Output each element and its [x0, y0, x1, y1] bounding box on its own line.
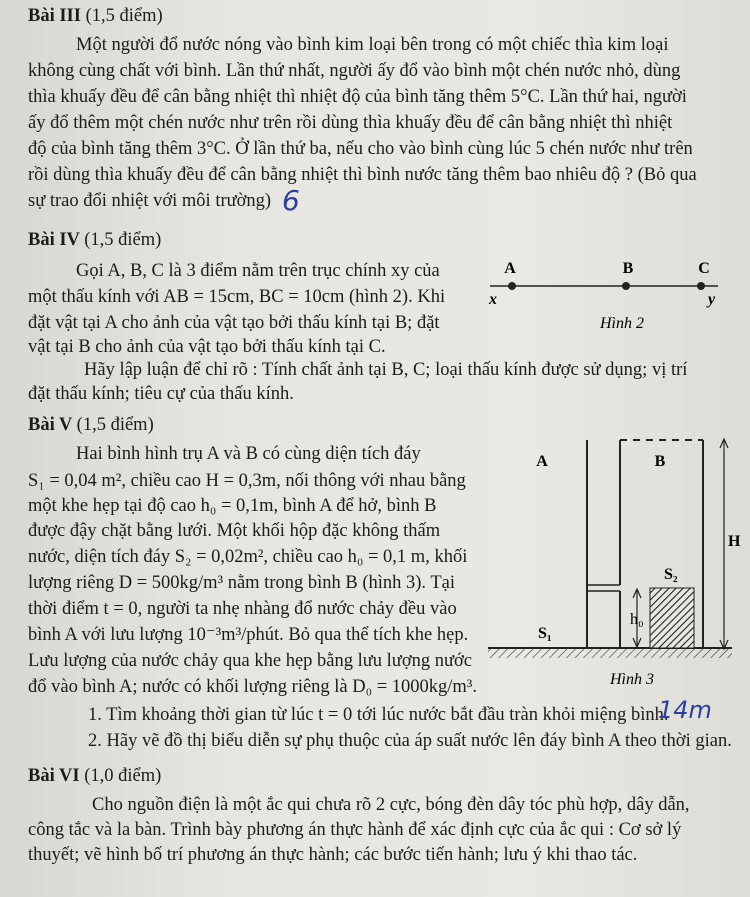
- axis-x-label: x: [489, 291, 497, 308]
- bai5-line: một khe hẹp tại độ cao h₀ = 0,1m, bình A để hở, bình B: [28, 496, 437, 516]
- bai3-line: không cùng chất với bình. Lần thứ nhất, người ấy đổ vào bình một chén nước nhỏ, dùng: [28, 61, 681, 81]
- bai5-line: thời điểm t = 0, người ta nhẹ nhàng đổ nước chảy đều vào: [28, 599, 457, 619]
- bai3-heading: [28, 4, 163, 29]
- bai3-points: (1,5 điểm): [85, 6, 163, 26]
- vessel-a-label: A: [536, 453, 548, 470]
- bai6-heading: [28, 764, 161, 789]
- bai4-line: Gọi A, B, C là 3 điểm nằm trên trục chính xy của: [76, 261, 440, 281]
- bai5-line: lượng riêng D = 500kg/m³ nằm trong bình B (hình 3). Tại: [28, 573, 455, 593]
- bai5-question-1: 1. Tìm khoảng thời gian từ lúc t = 0 tới lúc nước bắt đầu tràn khỏi miệng bình.: [88, 705, 669, 725]
- bai5-heading: [28, 413, 154, 438]
- bai4-line: một thấu kính với AB = 15cm, BC = 10cm (hình 2). Khi: [28, 287, 446, 307]
- bai5-title: Bài V: [28, 415, 73, 435]
- bai6-title: Bài VI: [28, 766, 80, 786]
- ground-hatching: [488, 648, 732, 658]
- block-s2-label: S₂: [664, 566, 678, 583]
- point-b-label: B: [622, 260, 634, 277]
- bai6-line: Cho nguồn điện là một ắc qui chưa rõ 2 cực, bóng đèn dây tóc phù hợp, dây dẫn,: [92, 795, 690, 815]
- bai4-line: đặt vật tại A cho ảnh của vật tạo bởi thấu kính tại B; đặt: [28, 313, 440, 333]
- bai6-points: (1,0 điểm): [84, 766, 162, 786]
- bai3-title: Bài III: [28, 6, 81, 26]
- bai5-line: được đậy chặt bằng lưới. Một khối hộp đặc không thấm: [28, 521, 441, 541]
- point-b-dot: [622, 282, 630, 290]
- figure-3: [480, 430, 750, 700]
- axis-y-label: y: [708, 291, 716, 308]
- bai3-line: Một người đổ nước nóng vào bình kim loại bên trong có một chiếc thìa kim loại: [76, 35, 669, 55]
- bai4-heading: [28, 228, 161, 253]
- point-a-dot: [508, 282, 516, 290]
- bai6-line: công tắc và la bàn. Trình bày phương án thực hành để xác định cực của ắc qui : Cơ sở lý: [28, 820, 682, 840]
- bai5-line: Hai bình hình trụ A và B có cùng diện tích đáy: [76, 444, 421, 464]
- h0-label: h₀: [630, 611, 644, 628]
- bai5-q1-handwritten-answer: 14m: [658, 696, 712, 724]
- bai4-line: đặt thấu kính; tiêu cự của thấu kính.: [28, 384, 294, 404]
- point-a-label: A: [504, 260, 516, 277]
- figure-3-caption: Hình 3: [610, 671, 654, 688]
- bai5-line: nước, diện tích đáy S₂ = 0,02m², chiều cao h₀ = 0,1 m, khối: [28, 547, 468, 567]
- figure-2-caption: Hình 2: [600, 315, 644, 332]
- bai6-line: thuyết; vẽ hình bố trí phương án thực hành; các bước tiến hành; lưu ý khi thao tác.: [28, 845, 638, 865]
- bai5-line: đổ vào bình A; nước có khối lượng riêng là D₀ = 1000kg/m³.: [28, 677, 477, 697]
- figure-2: [486, 256, 726, 336]
- bai4-title: Bài IV: [28, 230, 80, 250]
- bai3-handwritten-answer: 6: [282, 184, 300, 217]
- vessel-b-label: B: [654, 453, 666, 470]
- bai3-line: thìa khuấy đều để cân bằng nhiệt thì nhiệt độ của bình tăng thêm 5°C. Lần thứ hai, người: [28, 87, 687, 107]
- height-h-label: H: [728, 533, 741, 550]
- bai3-line: ấy đổ thêm một chén nước như trên rồi dùng thìa khuấy đều để cân bằng nhiệt thì nhiệt: [28, 113, 673, 133]
- bai5-line: bình A với lưu lượng 10⁻³m³/phút. Bỏ qua thể tích khe hẹp.: [28, 625, 469, 645]
- bai5-question-2: 2. Hãy vẽ đồ thị biểu diễn sự phụ thuộc của áp suất nước lên đáy bình A theo thời gian.: [88, 731, 732, 751]
- bai3-line: sự trao đổi nhiệt với môi trường): [28, 191, 272, 211]
- bai3-line: độ của bình tăng thêm 3°C. Ở lần thứ ba, nếu cho vào bình cùng lúc 5 chén nước như trên: [28, 139, 693, 159]
- area-s1-label: S₁: [538, 625, 552, 642]
- bai4-points: (1,5 điểm): [84, 230, 162, 250]
- point-c-dot: [697, 282, 705, 290]
- bai5-line: Lưu lượng của nước chảy qua khe hẹp bằng lưu lượng nước: [28, 651, 472, 671]
- bai4-line: vật tại B cho ảnh của vật tạo bởi thấu kính tại C.: [28, 337, 386, 357]
- block-s2: [650, 588, 694, 648]
- bai4-line: Hãy lập luận để chỉ rõ : Tính chất ảnh tại B, C; loại thấu kính được sử dụng; vị trí: [84, 360, 688, 380]
- bai5-line: S₁ = 0,04 m², chiều cao H = 0,3m, nối thông với nhau bằng: [28, 471, 466, 491]
- point-c-label: C: [698, 260, 710, 277]
- bai3-line: rồi dùng thìa khuấy đều để cân bằng nhiệt thì bình nước tăng thêm bao nhiêu độ ? (Bỏ qua: [28, 165, 697, 185]
- bai5-points: (1,5 điểm): [76, 415, 154, 435]
